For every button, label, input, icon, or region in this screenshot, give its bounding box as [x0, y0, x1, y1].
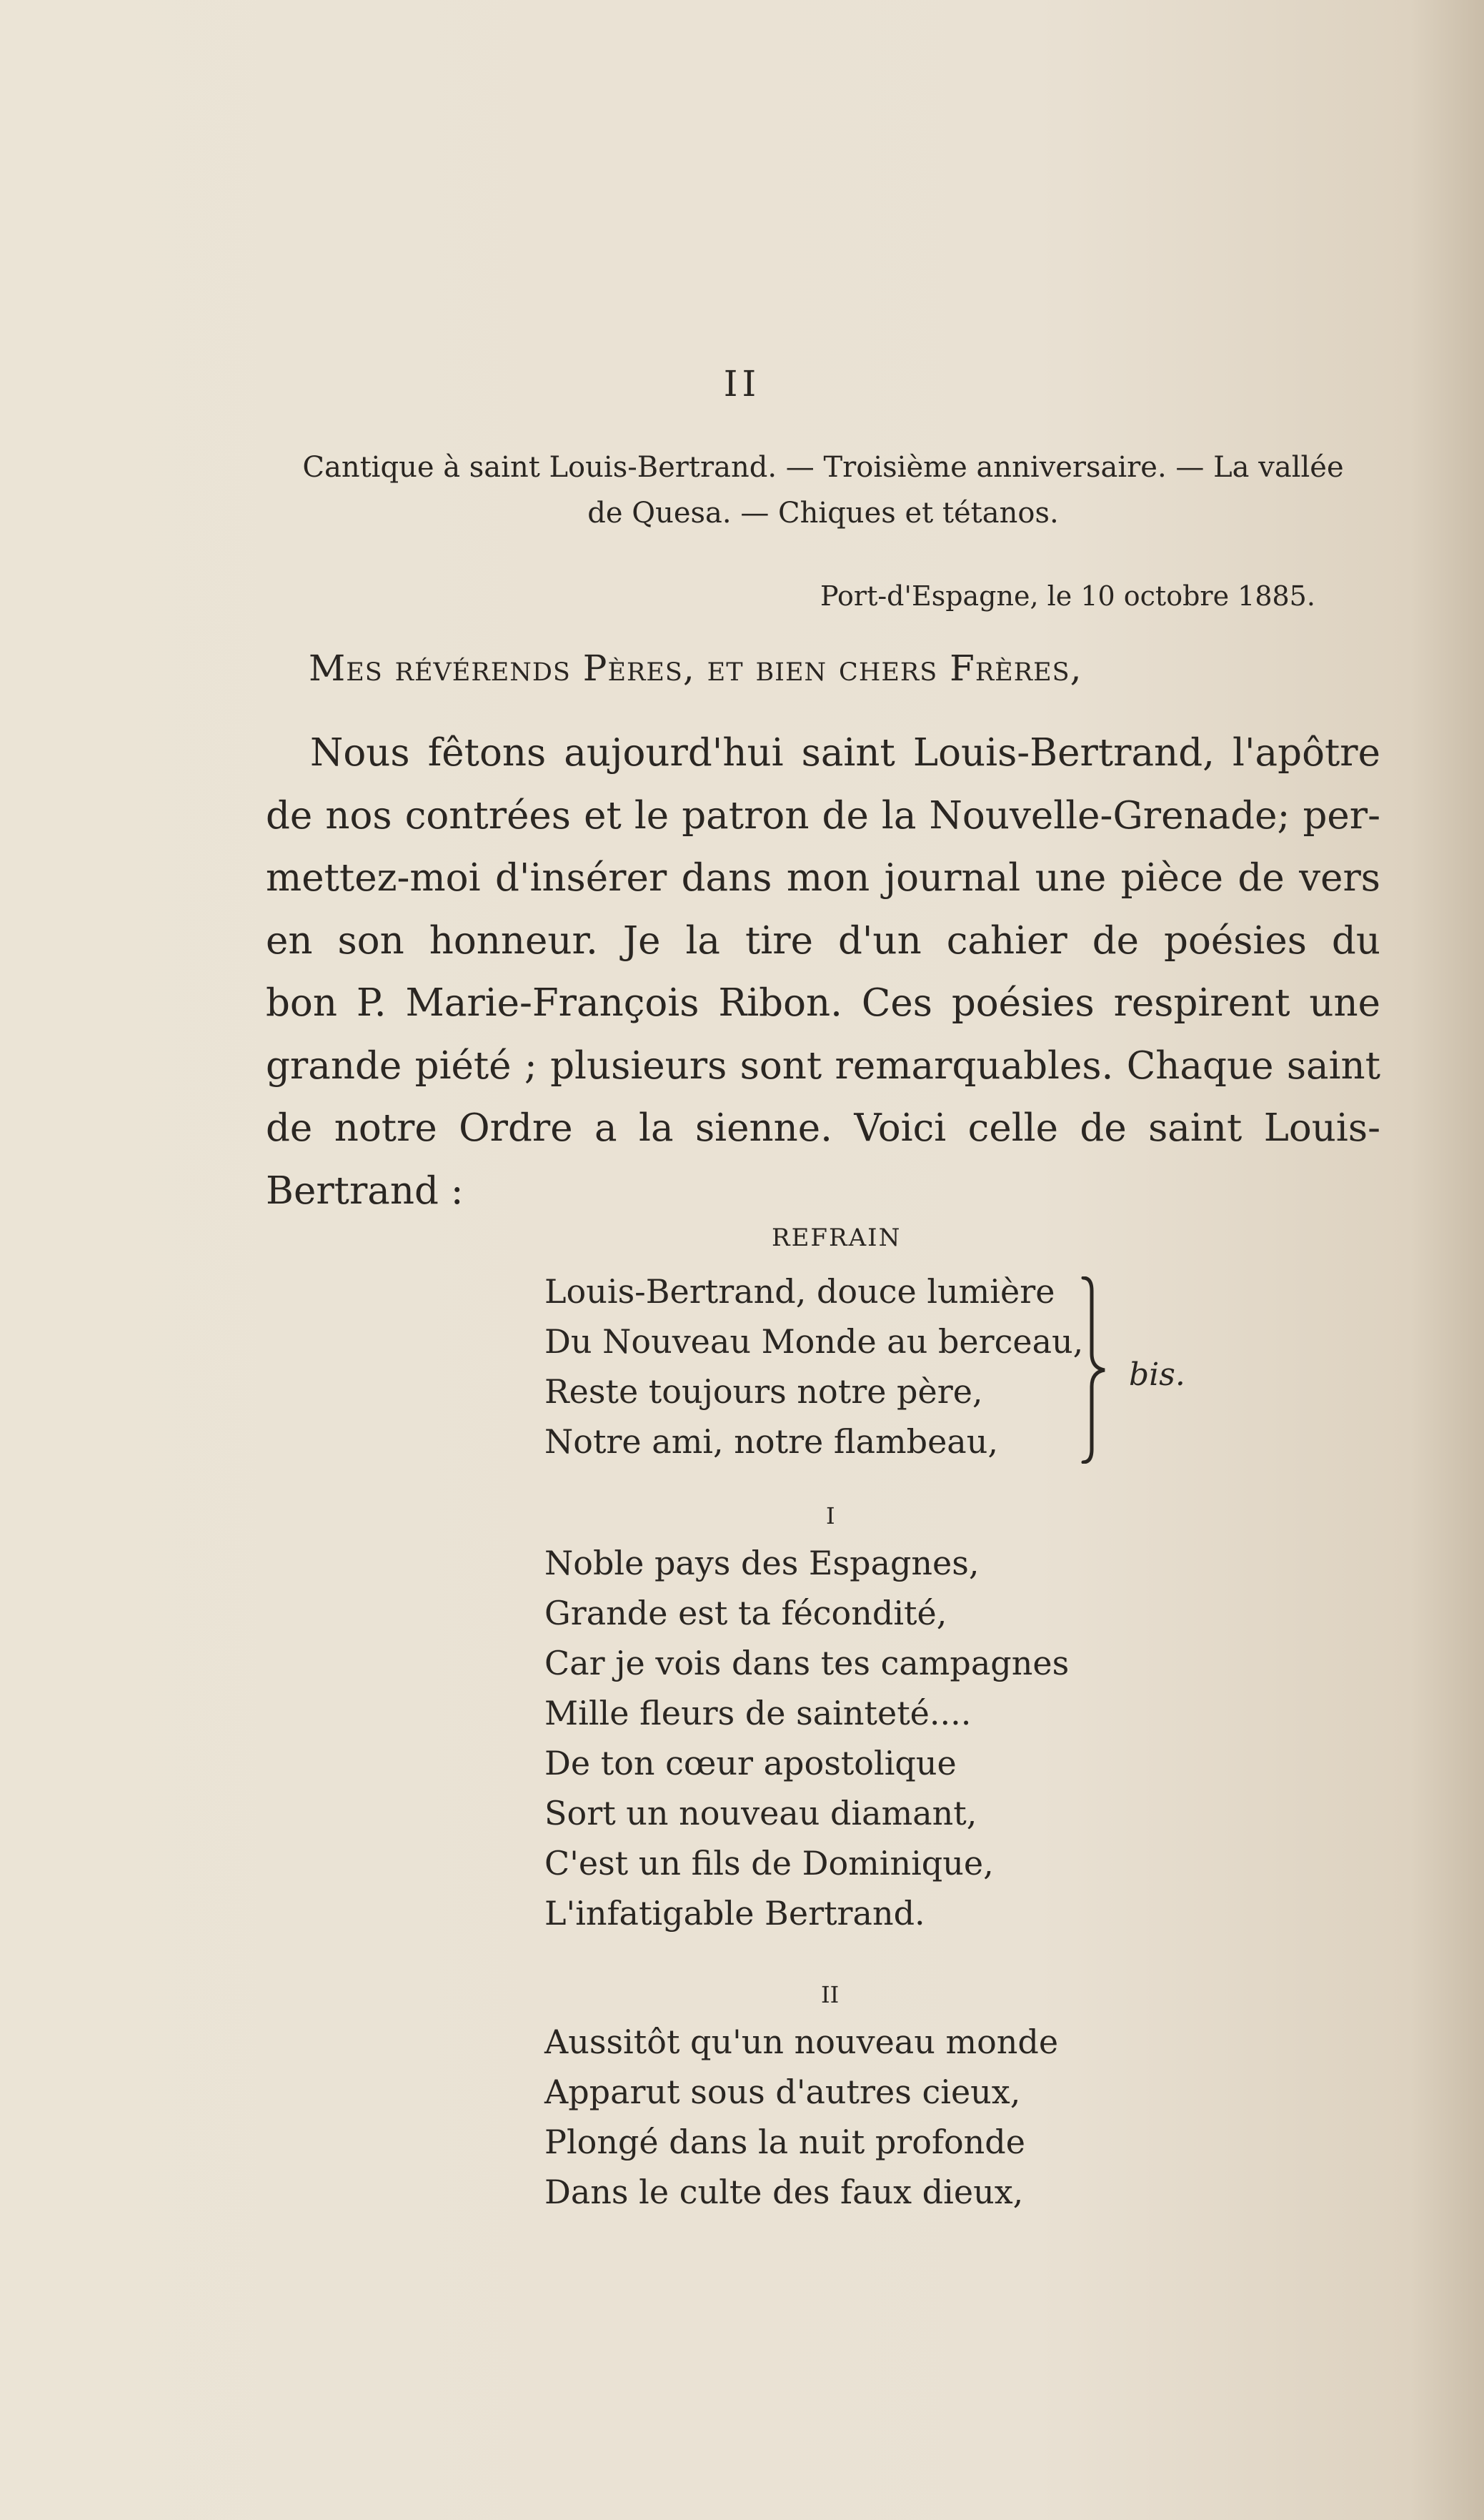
verse-line: Apparut sous d'autres cieux,: [544, 2073, 1021, 2111]
verse-line: Sort un nouveau diamant,: [544, 1794, 977, 1832]
verse-line: Grande est ta fécondité,: [544, 1594, 947, 1632]
verse-line: De ton cœur apostolique: [544, 1744, 957, 1782]
stanza-number: I: [826, 1502, 835, 1529]
stanza: [544, 1538, 1069, 1938]
stanza-number: II: [821, 1981, 840, 2008]
prose-line: mettez-moi d'insérer dans mon journal une pièce de vers: [266, 856, 1380, 900]
prose-line: bon P. Marie-François Ribon. Ces poésies respirent une: [266, 981, 1380, 1025]
prose-line: de notre Ordre a la sienne. Voici celle de saint Louis-: [266, 1106, 1380, 1150]
refrain-block: [544, 1266, 1083, 1467]
verse-line: Aussitôt qu'un nouveau monde: [544, 2023, 1059, 2061]
repeat-mark: bis.: [1129, 1356, 1185, 1393]
verse-line: C'est un fils de Dominique,: [544, 1844, 994, 1882]
refrain-heading: REFRAIN: [772, 1224, 902, 1252]
verse-line: Louis-Bertrand, douce lumière: [544, 1272, 1055, 1311]
salutation: Mes révérends Pères, et bien chers Frères,: [309, 648, 1082, 689]
refrain-brace: [1080, 1276, 1109, 1464]
verse-line: L'infatigable Bertrand.: [544, 1894, 925, 1933]
verse-line: Du Nouveau Monde au berceau,: [544, 1322, 1084, 1361]
prose-line: grande piété ; plusieurs sont remarquables. Chaque saint: [266, 1043, 1380, 1088]
prose-paragraph: [266, 722, 1380, 1222]
prose-line: de nos contrées et le patron de la Nouvelle-Grenade; per-: [266, 793, 1380, 838]
prose-line: Bertrand :: [266, 1169, 464, 1213]
verse-line: Noble pays des Espagnes,: [544, 1544, 980, 1582]
verse-line: Plongé dans la nuit profonde: [544, 2123, 1025, 2161]
summary-line: Cantique à saint Louis-Bertrand. — Troisième anniversaire. — La vallée: [302, 451, 1344, 484]
verse-line: Mille fleurs de sainteté....: [544, 1694, 972, 1732]
chapter-number: II: [723, 363, 761, 405]
stanza: [544, 2017, 1058, 2217]
verse-line: Dans le culte des faux dieux,: [544, 2173, 1024, 2211]
verse-line: Car je vois dans tes campagnes: [544, 1644, 1070, 1682]
verse-line: Notre ami, notre flambeau,: [544, 1422, 998, 1461]
summary-line: de Quesa. — Chiques et tétanos.: [587, 497, 1059, 530]
prose-line: Nous fêtons aujourd'hui saint Louis-Bertrand, l'apôtre: [310, 731, 1380, 775]
dateline: Port-d'Espagne, le 10 octobre 1885.: [820, 580, 1315, 612]
prose-line: en son honneur. Je la tire d'un cahier de poésies du: [266, 918, 1380, 963]
verse-line: Reste toujours notre père,: [544, 1372, 983, 1411]
chapter-summary: [263, 445, 1383, 536]
